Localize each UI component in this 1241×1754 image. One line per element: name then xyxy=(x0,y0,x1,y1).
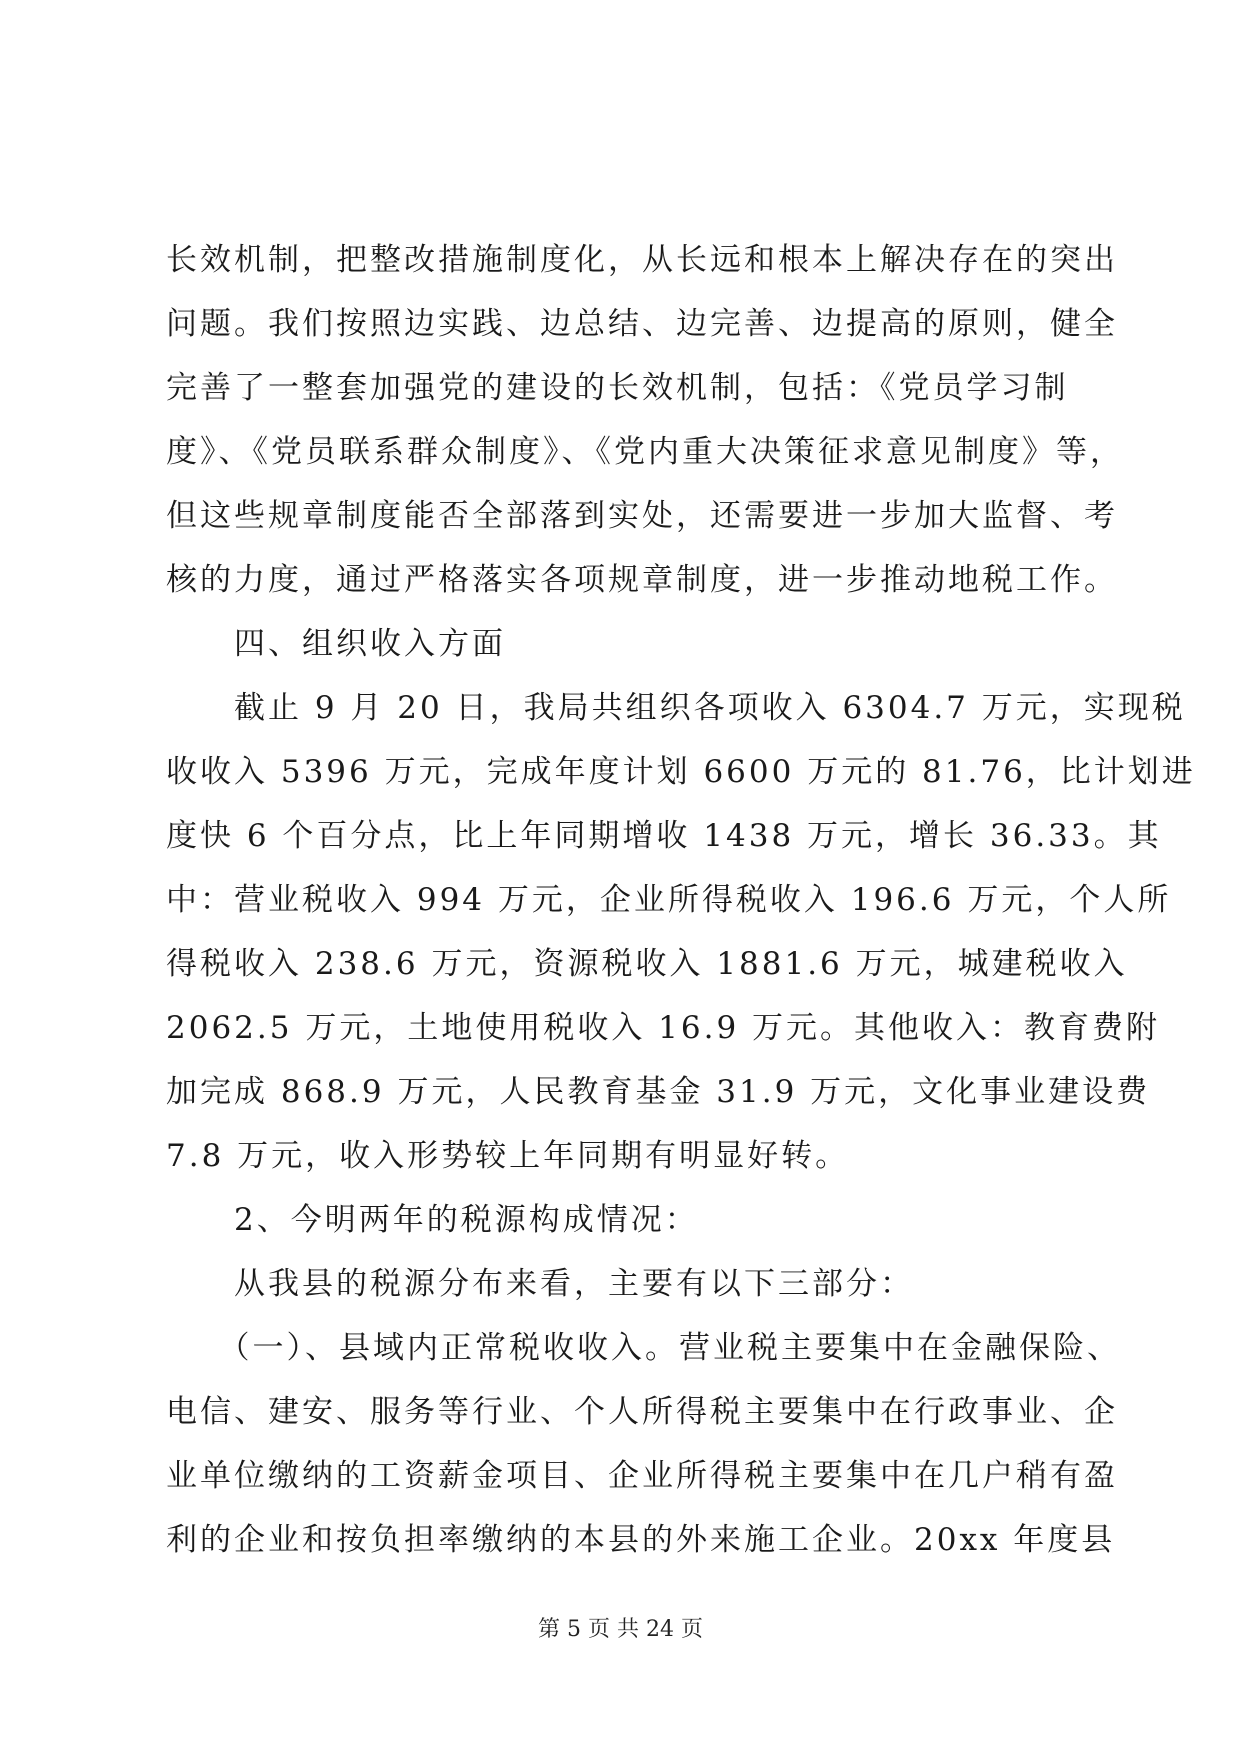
body-text xyxy=(166,228,1196,1572)
text-line: 完善了一整套加强党的建设的长效机制，包括：《党员学习制 xyxy=(166,370,1069,406)
text-line: 2062.5 万元，土地使用税收入 16.9 万元。其他收入：教育费附 xyxy=(166,1010,1161,1046)
page-footer xyxy=(0,1612,1241,1643)
text-line: 问题。我们按照边实践、边总结、边完善、边提高的原则，健全 xyxy=(166,306,1118,342)
text-line: 7.8 万元，收入形势较上年同期有明显好转。 xyxy=(166,1138,850,1174)
text-line: 中：营业税收入 994 万元，企业所得税收入 196.6 万元，个人所 xyxy=(166,882,1172,918)
text-line: 度快 6 个百分点，比上年同期增收 1438 万元，增长 36.33。其 xyxy=(166,818,1162,854)
text-line: 长效机制，把整改措施制度化，从长远和根本上解决存在的突出 xyxy=(166,242,1118,278)
section-heading: 2、今明两年的税源构成情况： xyxy=(166,1202,699,1238)
text-line: 业单位缴纳的工资薪金项目、企业所得税主要集中在几户稍有盈 xyxy=(166,1458,1118,1494)
text-line: 加完成 868.9 万元，人民教育基金 31.9 万元，文化事业建设费 xyxy=(166,1074,1151,1110)
text-line: 收收入 5396 万元，完成年度计划 6600 万元的 81.76，比计划进 xyxy=(166,754,1196,790)
text-line: 度》、《党员联系群众制度》、《党内重大决策征求意见制度》等， xyxy=(166,434,1124,470)
text-line: 核的力度，通过严格落实各项规章制度，进一步推动地税工作。 xyxy=(166,562,1118,598)
page-number-label: 第 5 页 共 24 页 xyxy=(538,1617,703,1642)
text-line: 得税收入 238.6 万元，资源税收入 1881.6 万元，城建税收入 xyxy=(166,946,1128,982)
text-line: 利的企业和按负担率缴纳的本县的外来施工企业。20xx 年度县 xyxy=(166,1522,1116,1558)
section-heading: 四、组织收入方面 xyxy=(166,626,506,662)
text-line: 从我县的税源分布来看，主要有以下三部分： xyxy=(166,1266,914,1302)
text-line: 但这些规章制度能否全部落到实处，还需要进一步加大监督、考 xyxy=(166,498,1118,534)
text-line: （一）、县域内正常税收收入。营业税主要集中在金融保险、 xyxy=(166,1330,1121,1366)
text-line: 电信、建安、服务等行业、个人所得税主要集中在行政事业、企 xyxy=(166,1394,1118,1430)
text-line: 截止 9 月 20 日，我局共组织各项收入 6304.7 万元，实现税 xyxy=(166,690,1186,726)
